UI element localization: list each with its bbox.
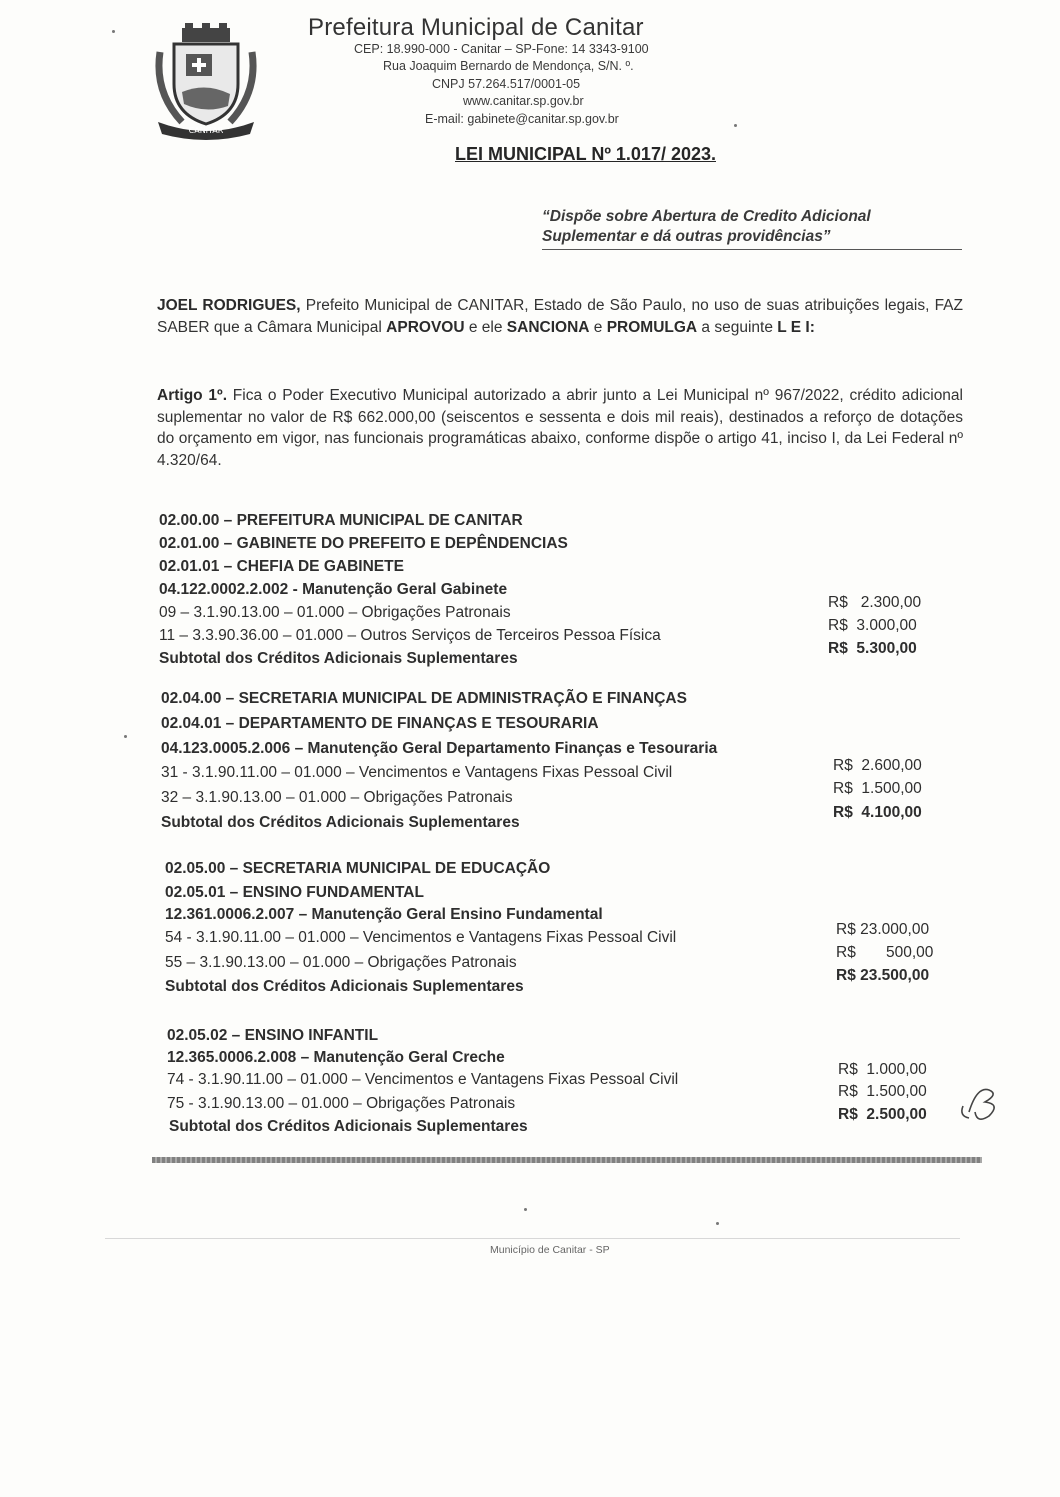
section-1-subtotal-label: Subtotal dos Créditos Adicionais Suplementares — [159, 650, 518, 667]
section-2-item-1: 31 - 3.1.90.11.00 – 01.000 – Vencimentos e Vantagens Fixas Pessoal Civil — [161, 764, 673, 781]
email: E-mail: gabinete@canitar.sp.gov.br — [425, 112, 619, 126]
intro-paragraph — [157, 295, 963, 338]
section-divider — [152, 1157, 982, 1163]
initials-signature-icon — [955, 1082, 1005, 1127]
section-4-amount-1: R$ 1.000,00 — [838, 1061, 927, 1078]
section-1-item-2: 11 – 3.3.90.36.00 – 01.000 – Outros Serviços de Terceiros Pessoa Física — [159, 627, 661, 644]
section-1-program: 04.122.0002.2.002 - Manutenção Geral Gabinete — [159, 581, 508, 598]
law-ementa — [542, 207, 962, 250]
section-3-heading-1: 02.05.00 – SECRETARIA MUNICIPAL DE EDUCAÇÃO — [165, 860, 551, 877]
section-2-amount-2: R$ 1.500,00 — [833, 780, 922, 797]
section-4-amount-2: R$ 1.500,00 — [838, 1083, 927, 1100]
law-number: LEI MUNICIPAL Nº 1.017/ 2023. — [455, 144, 716, 164]
section-1-heading-2: 02.01.00 – GABINETE DO PREFEITO E DEPÊNDENCIAS — [159, 535, 568, 552]
scan-speck — [524, 1208, 527, 1211]
section-3-item-2: 55 – 3.1.90.13.00 – 01.000 – Obrigações Patronais — [165, 954, 517, 971]
article-1-paragraph — [157, 385, 963, 471]
section-2-amount-1: R$ 2.600,00 — [833, 757, 922, 774]
section-3-amount-2: R$ 500,00 — [836, 944, 934, 961]
section-2-subtotal: R$ 4.100,00 — [833, 804, 922, 821]
intro-lei: L E I: — [777, 318, 815, 336]
section-3-program: 12.361.0006.2.007 – Manutenção Geral Ensino Fundamental — [165, 906, 603, 923]
organization-title: Prefeitura Municipal de Canitar — [308, 14, 644, 41]
section-1-subtotal: R$ 5.300,00 — [828, 640, 917, 657]
section-4-item-2: 75 - 3.1.90.13.00 – 01.000 – Obrigações Patronais — [167, 1095, 516, 1112]
section-1-heading-3: 02.01.01 – CHEFIA DE GABINETE — [159, 558, 404, 575]
intro-promulga: PROMULGA — [606, 318, 698, 336]
footer-text: Município de Canitar - SP — [490, 1244, 610, 1256]
scan-speck — [734, 124, 737, 127]
article-1-label: Artigo 1º. — [157, 387, 228, 404]
section-3-heading-2: 02.05.01 – ENSINO FUNDAMENTAL — [165, 884, 424, 901]
intro-text-4: a seguinte — [697, 318, 778, 336]
mayor-name: JOEL RODRIGUES, — [157, 297, 301, 314]
section-4-item-1: 74 - 3.1.90.11.00 – 01.000 – Vencimentos e Vantagens Fixas Pessoal Civil — [167, 1071, 679, 1088]
article-1-text: Fica o Poder Executivo Municipal autorizado a abrir junto a Lei Municipal nº 967/2022, crédito adicional suplementar no valor de R$ 662.000,00 (seiscentos e sessenta e dois mil reais), destinados a reforço de dotações do orçamento em vigor, nas funcionais programáticas abaixo, conforme dispõe o artigo 41, inciso I, da Lei Federal nº 4.320/64. — [157, 387, 963, 469]
section-3-item-1: 54 - 3.1.90.11.00 – 01.000 – Vencimentos e Vantagens Fixas Pessoal Civil — [165, 929, 677, 946]
ementa-line-2: Suplementar e dá outras providências” — [542, 228, 831, 245]
section-4-subtotal-label: Subtotal dos Créditos Adicionais Suplementares — [169, 1118, 528, 1135]
ementa-line-1: “Dispõe sobre Abertura de Credito Adicional — [542, 208, 871, 225]
footer-divider — [105, 1238, 960, 1239]
section-3-amount-1: R$ 23.000,00 — [836, 921, 930, 938]
section-4-program: 12.365.0006.2.008 – Manutenção Geral Creche — [167, 1049, 505, 1066]
intro-text-1: Prefeito Municipal de CANITAR, Estado de São Paulo, no uso de suas atribuições legais, FAZ SABER que a Câmara Municipal — [157, 297, 963, 336]
intro-text-2: e ele — [464, 318, 507, 336]
scan-speck — [716, 1222, 719, 1225]
section-2-heading-1: 02.04.00 – SECRETARIA MUNICIPAL DE ADMINISTRAÇÃO E FINANÇAS — [161, 690, 687, 707]
section-2-subtotal-label: Subtotal dos Créditos Adicionais Suplementares — [161, 814, 520, 831]
section-1-heading-1: 02.00.00 – PREFEITURA MUNICIPAL DE CANITAR — [159, 512, 523, 529]
cep-phone: CEP: 18.990-000 - Canitar – SP-Fone: 14 3343-9100 — [354, 42, 649, 56]
address: Rua Joaquim Bernardo de Mendonça, S/N. º. — [383, 59, 634, 73]
cnpj: CNPJ 57.264.517/0001-05 — [432, 77, 581, 91]
scan-speck — [124, 735, 127, 738]
section-1-amount-2: R$ 3.000,00 — [828, 617, 917, 634]
section-3-subtotal: R$ 23.500,00 — [836, 967, 930, 984]
scan-speck — [112, 30, 115, 33]
section-1-item-1: 09 – 3.1.90.13.00 – 01.000 – Obrigações Patronais — [159, 604, 511, 621]
crest-label: CANITAR — [188, 126, 224, 135]
section-4-subtotal: R$ 2.500,00 — [838, 1106, 927, 1123]
intro-sanctions: SANCIONA — [506, 318, 590, 336]
section-2-program: 04.123.0005.2.006 – Manutenção Geral Departamento Finanças e Tesouraria — [161, 740, 718, 757]
section-2-heading-2: 02.04.01 – DEPARTAMENTO DE FINANÇAS E TESOURARIA — [161, 715, 599, 732]
intro-approved: APROVOU — [386, 318, 465, 336]
municipal-crest-icon — [152, 22, 260, 140]
website: www.canitar.sp.gov.br — [463, 94, 584, 108]
section-4-heading-1: 02.05.02 – ENSINO INFANTIL — [167, 1027, 379, 1044]
section-3-subtotal-label: Subtotal dos Créditos Adicionais Suplementares — [165, 978, 524, 995]
intro-text-3: e — [589, 318, 607, 336]
section-1-amount-1: R$ 2.300,00 — [828, 594, 922, 611]
section-2-item-2: 32 – 3.1.90.13.00 – 01.000 – Obrigações Patronais — [161, 789, 513, 806]
